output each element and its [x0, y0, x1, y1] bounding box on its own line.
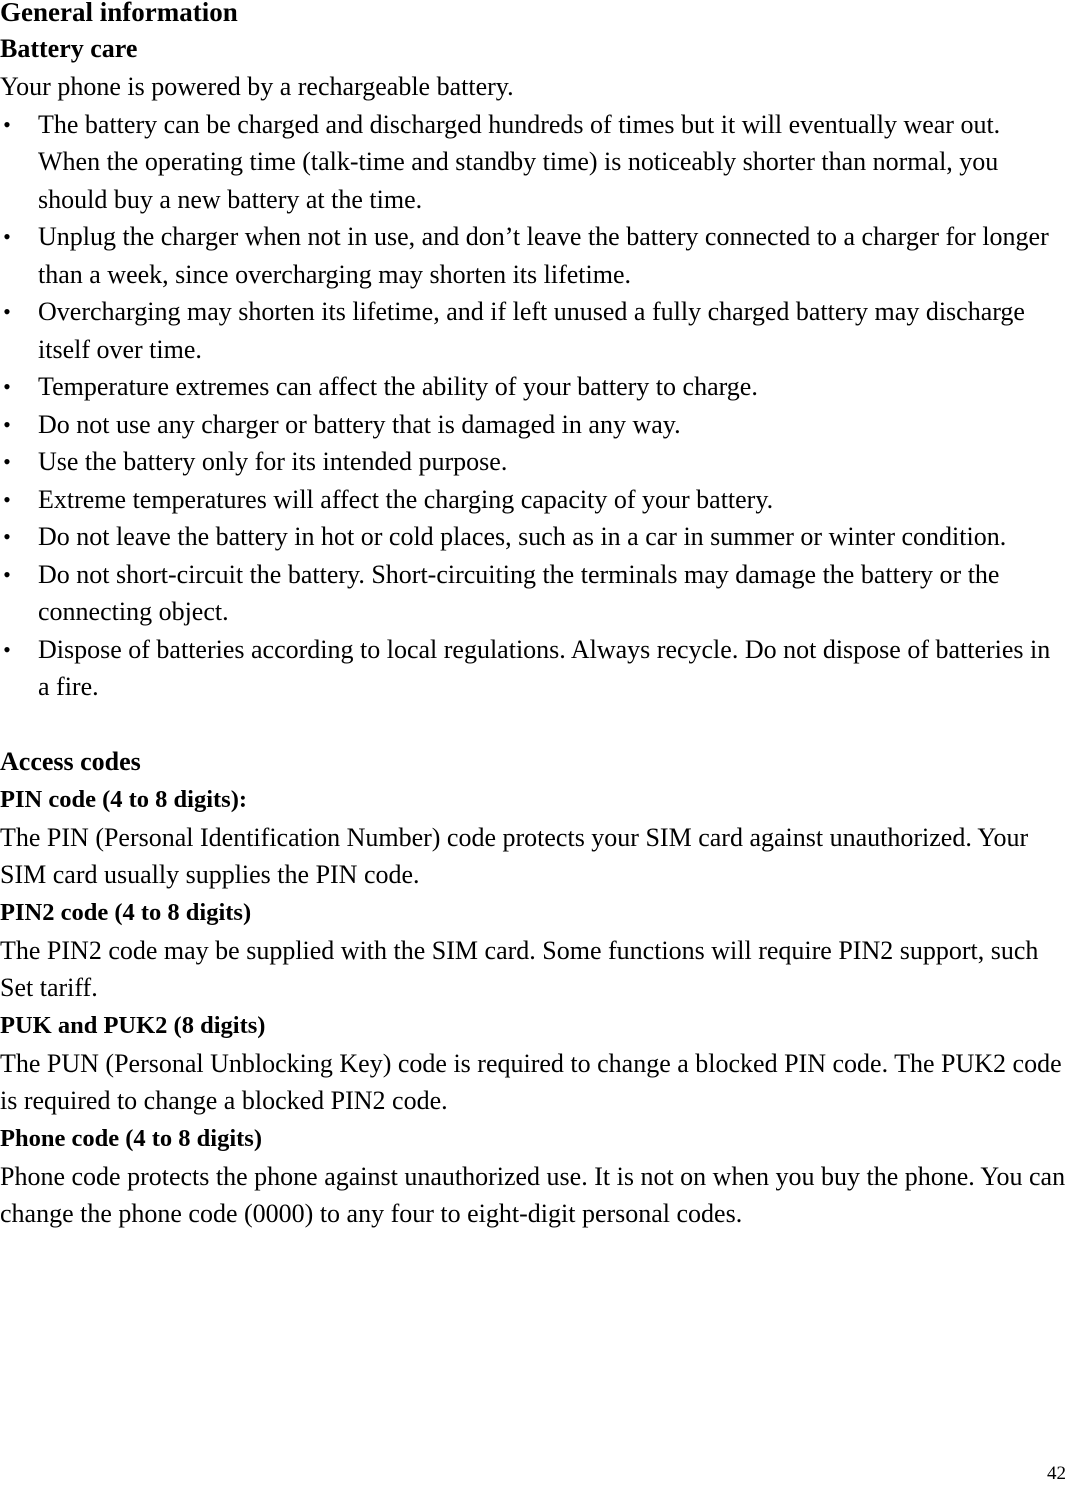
list-item: • Temperature extremes can affect the ability of your battery to charge.	[0, 368, 1066, 406]
bullet-icon: •	[3, 561, 11, 587]
list-item: • Do not leave the battery in hot or cold places, such as in a car in summer or winter condition.	[0, 518, 1066, 556]
heading-pin-code: PIN code (4 to 8 digits):	[0, 785, 248, 813]
bullet-icon: •	[3, 636, 11, 662]
section-spacer	[0, 706, 1066, 743]
heading-access-codes: Access codes	[0, 746, 141, 776]
list-item: • Overcharging may shorten its lifetime, and if left unused a fully charged battery may discharge itself over time.	[0, 293, 1066, 368]
list-item: • Extreme temperatures will affect the charging capacity of your battery.	[0, 481, 1066, 519]
phone-code-text: Phone code protects the phone against unauthorized use. It is not on when you buy the phone. You can change the phone code (0000) to any four to eight-digit personal codes.	[0, 1161, 1066, 1228]
list-item: • Do not short-circuit the battery. Short-circuiting the terminals may damage the battery or the connecting object.	[0, 556, 1066, 631]
heading-pin2-code: PIN2 code (4 to 8 digits)	[0, 898, 252, 926]
list-item: • Use the battery only for its intended purpose.	[0, 443, 1066, 481]
bullet-icon: •	[3, 299, 11, 324]
bullet-icon: •	[3, 374, 11, 399]
puk-code-text: The PUN (Personal Unblocking Key) code is required to change a blocked PIN code. The PUK2 code is required to change a blocked PIN2 code.	[0, 1048, 1062, 1115]
bullet-icon: •	[3, 486, 11, 512]
heading-phone-code: Phone code (4 to 8 digits)	[0, 1124, 262, 1152]
list-item: • Dispose of batteries according to local regulations. Always recycle. Do not dispose of batteries in a fire.	[0, 631, 1066, 706]
list-item: • Unplug the charger when not in use, and don’t leave the battery connected to a charger for longer than a week, since overcharging may shorten its lifetime.	[0, 218, 1066, 293]
heading-battery-care: Battery care	[0, 34, 138, 63]
pin2-code-text: The PIN2 code may be supplied with the SIM card. Some functions will require PIN2 support, such Set tariff.	[0, 935, 1039, 1002]
heading-puk-codes: PUK and PUK2 (8 digits)	[0, 1011, 266, 1039]
list-item: • The battery can be charged and discharged hundreds of times but it will eventually wear out. When the operating time (talk-time and standby time) is noticeably shorter than normal, you should buy a new battery at the time.	[0, 106, 1066, 219]
pin-code-text: The PIN (Personal Identification Number) code protects your SIM card against unauthorized. Your SIM card usually supplies the PIN code.	[0, 822, 1029, 889]
section-title-general-information: General information	[0, 0, 238, 27]
bullet-icon: •	[3, 449, 11, 474]
list-item: • Do not use any charger or battery that is damaged in any way.	[0, 406, 1066, 444]
bullet-icon: •	[3, 224, 11, 249]
page-number: 42	[1047, 1463, 1066, 1484]
battery-care-list	[0, 106, 1066, 706]
bullet-icon: •	[3, 111, 11, 137]
battery-intro: Your phone is powered by a rechargeable battery.	[0, 72, 514, 101]
bullet-icon: •	[3, 524, 11, 549]
bullet-icon: •	[3, 411, 11, 437]
